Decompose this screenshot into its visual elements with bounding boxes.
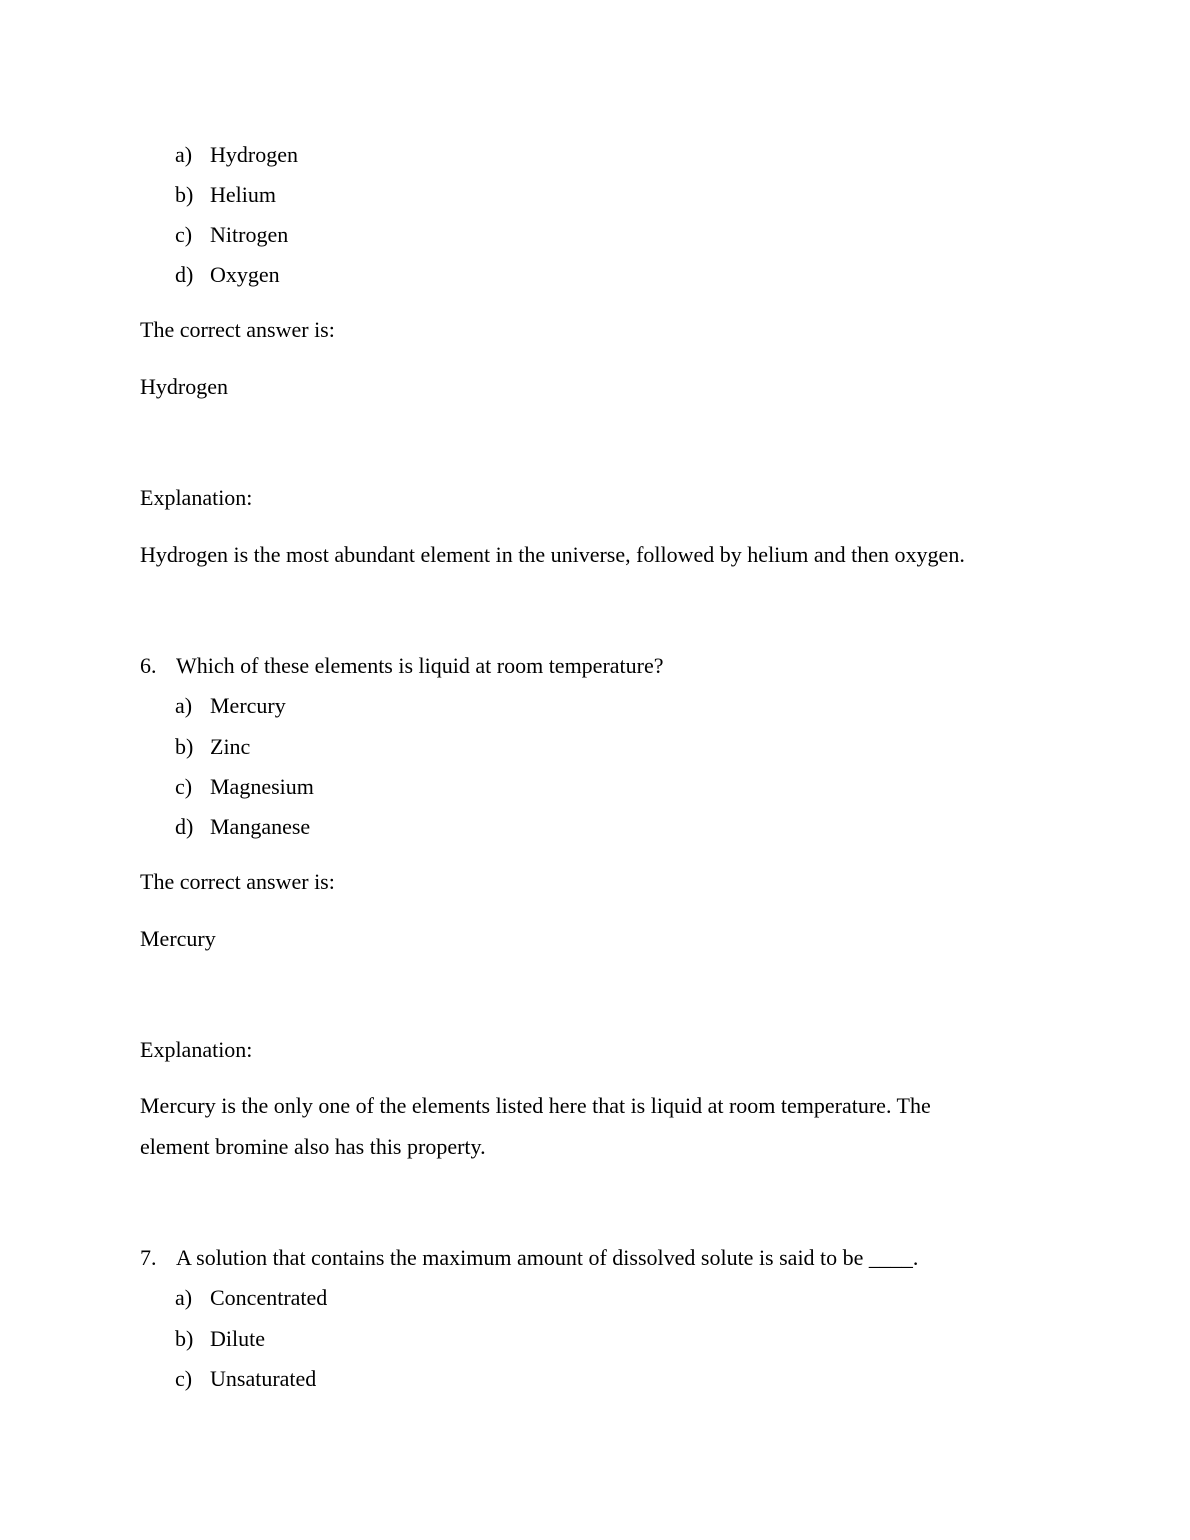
option-text: Magnesium	[210, 774, 314, 799]
explanation-text-line: Mercury is the only one of the elements listed here that is liquid at room temperature. The	[140, 1093, 931, 1118]
explanation-text: Hydrogen is the most abundant element in the universe, followed by helium and then oxygen.	[140, 542, 965, 567]
answer-text: Mercury	[140, 926, 216, 951]
question-number: 7.	[140, 1245, 157, 1270]
option-text: Oxygen	[210, 262, 280, 287]
option-letter: a)	[175, 1285, 193, 1310]
explanation-text-line: element bromine also has this property.	[140, 1134, 486, 1159]
option-text: Mercury	[210, 693, 286, 718]
explanation-label: Explanation:	[140, 485, 253, 510]
answer-text: Hydrogen	[140, 374, 228, 399]
question-text: A solution that contains the maximum amount of dissolved solute is said to be ____.	[176, 1245, 919, 1270]
answer-label: The correct answer is:	[140, 317, 335, 342]
option-letter: b)	[175, 734, 194, 759]
option-text: Dilute	[210, 1326, 265, 1351]
option-letter: c)	[175, 1366, 193, 1391]
explanation-label: Explanation:	[140, 1037, 253, 1062]
option-letter: c)	[175, 774, 193, 799]
option-text: Zinc	[210, 734, 251, 759]
question-text: Which of these elements is liquid at room temperature?	[176, 653, 664, 678]
option-text: Unsaturated	[210, 1366, 317, 1391]
option-text: Helium	[210, 182, 276, 207]
option-text: Manganese	[210, 814, 311, 839]
option-letter: d)	[175, 814, 194, 839]
option-letter: a)	[175, 142, 193, 167]
option-letter: c)	[175, 222, 193, 247]
option-text: Hydrogen	[210, 142, 298, 167]
option-text: Nitrogen	[210, 222, 289, 247]
option-letter: a)	[175, 693, 193, 718]
question-number: 6.	[140, 653, 157, 678]
option-letter: b)	[175, 182, 194, 207]
option-letter: d)	[175, 262, 194, 287]
option-text: Concentrated	[210, 1285, 328, 1310]
option-letter: b)	[175, 1326, 194, 1351]
answer-label: The correct answer is:	[140, 869, 335, 894]
